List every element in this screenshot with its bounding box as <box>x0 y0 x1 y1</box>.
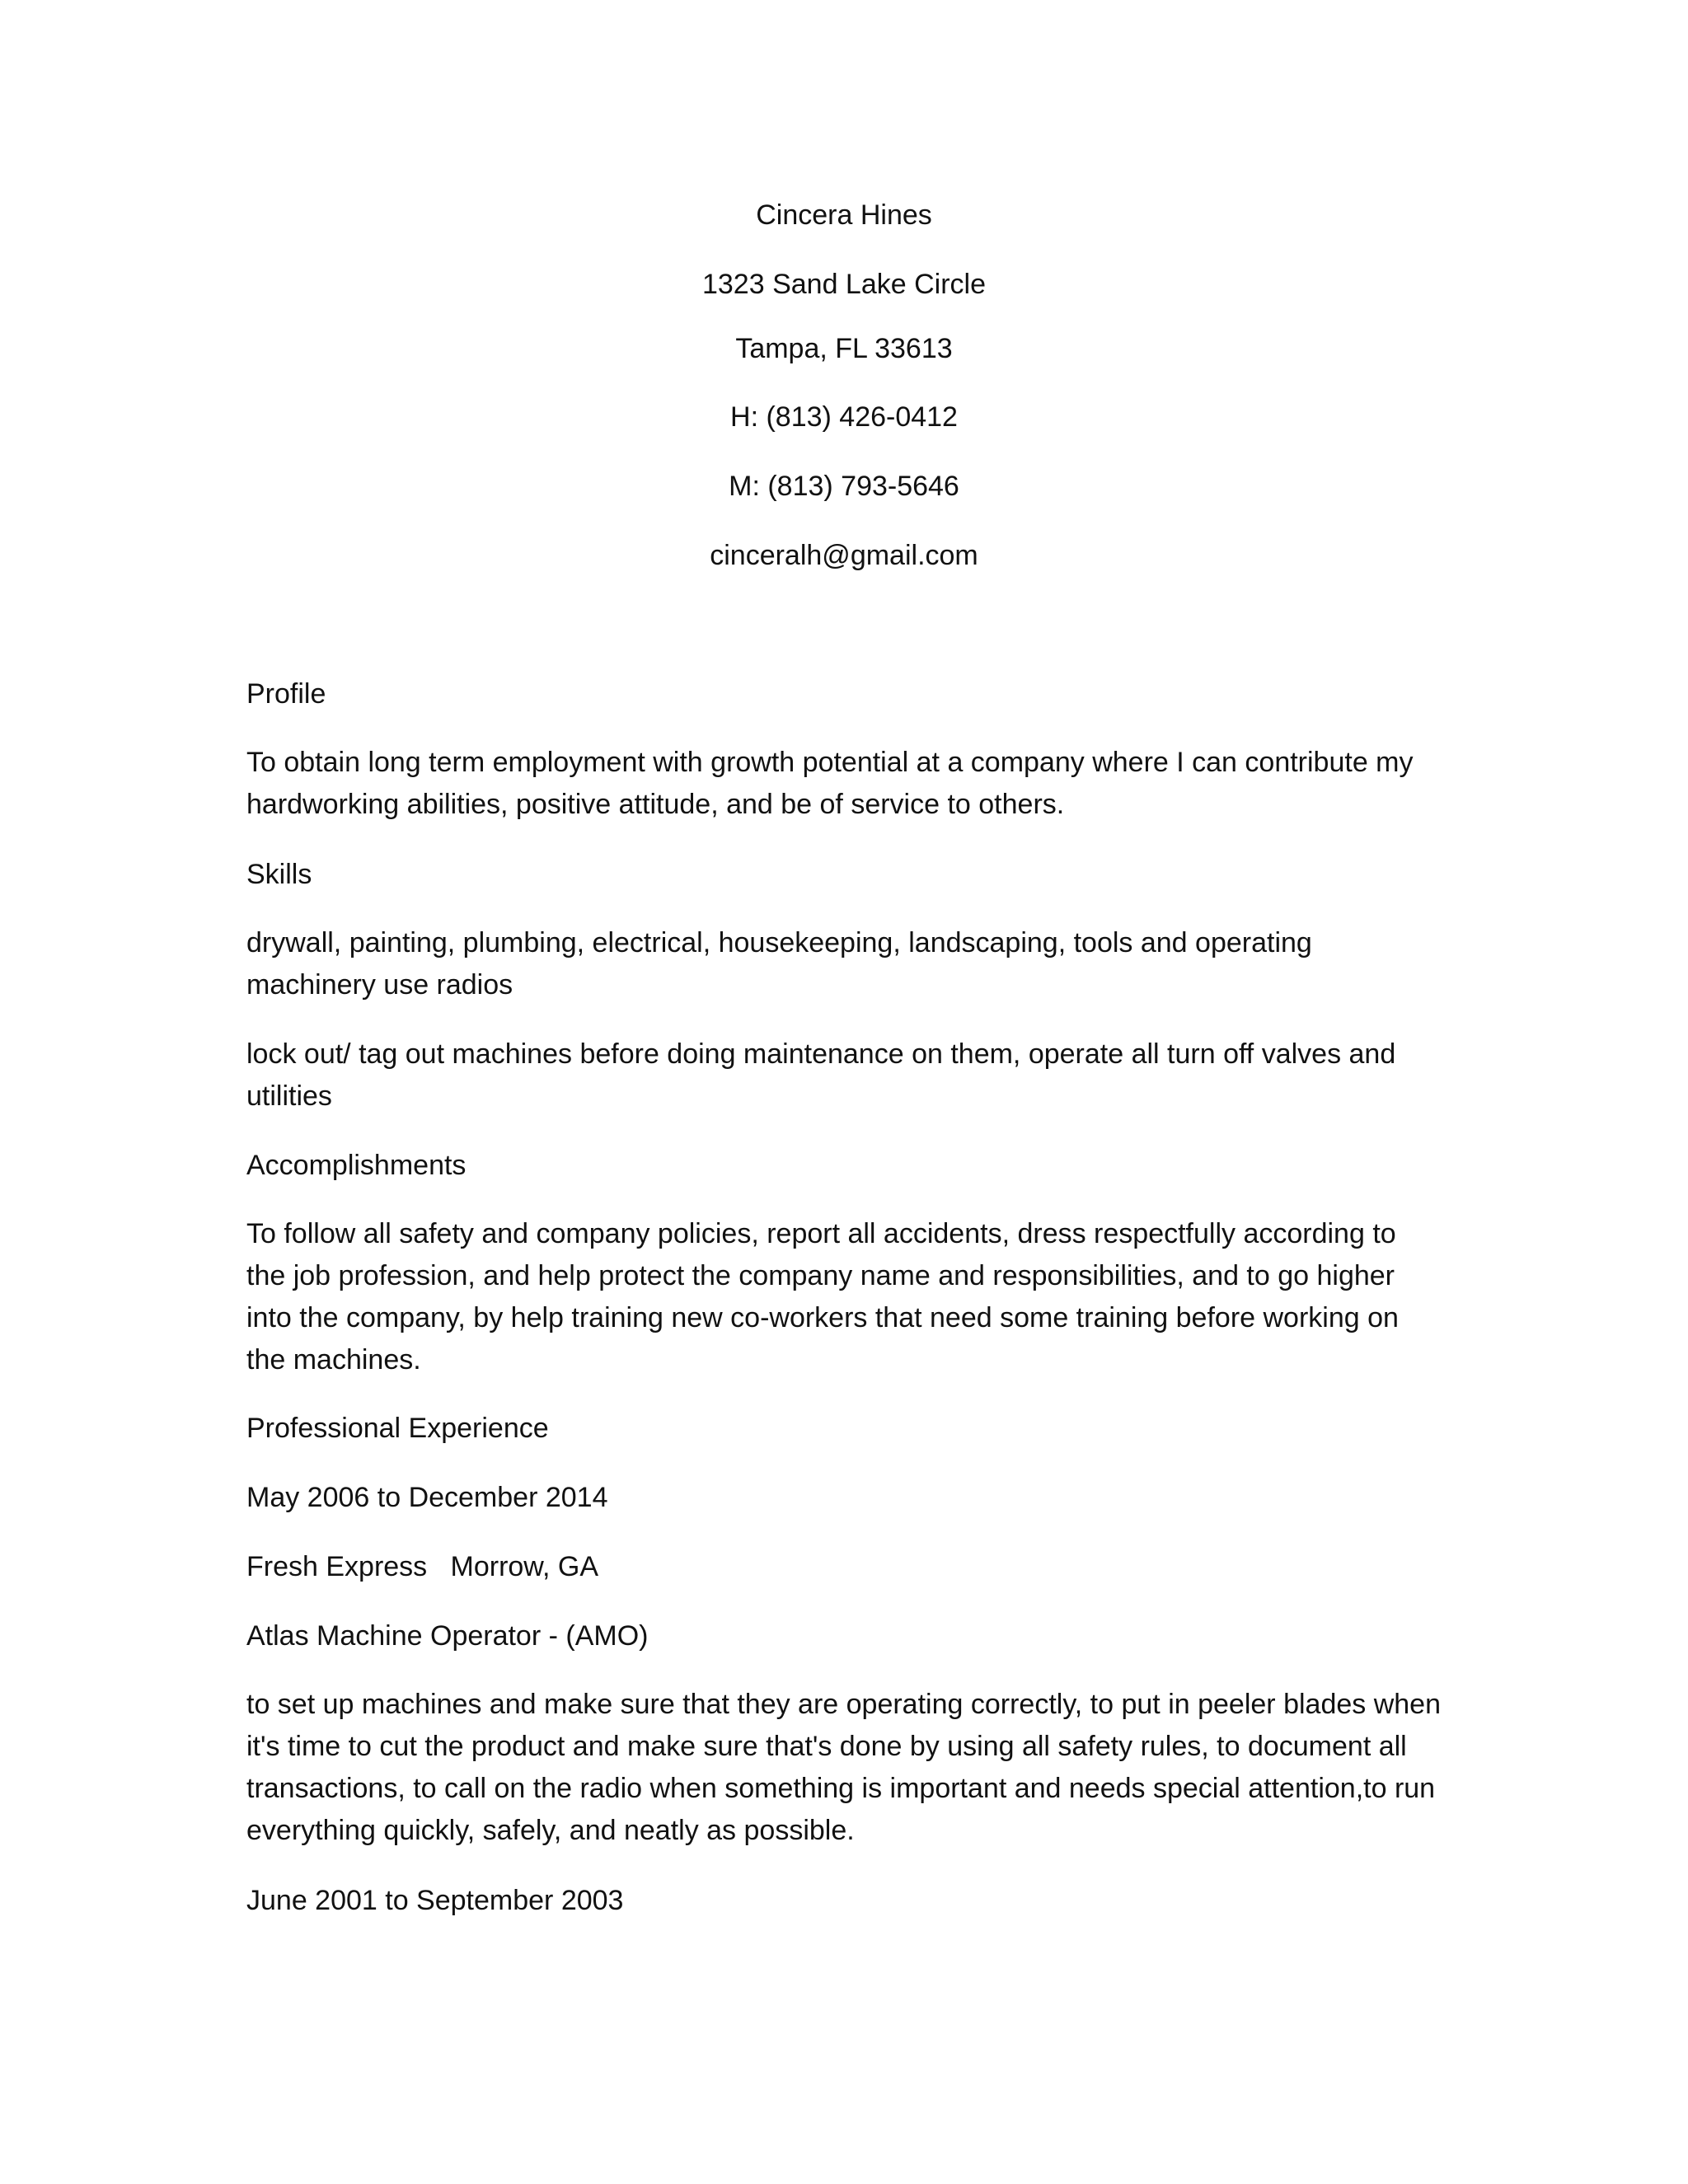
skills-item: lock out/ tag out machines before doing maintenance on them, operate all turn off valves and utilities <box>246 1038 1396 1112</box>
job-description: to set up machines and make sure that they are operating correctly, to put in peeler blades when it's time to cut the product and make sure that's done by using all safety rules, to document all transactions, to call on the radio when something is important and needs special attention,to run everything quickly, safely, and neatly as possible. <box>246 1689 1441 1846</box>
job-employer: Fresh Express Morrow, GA <box>246 1551 598 1582</box>
contact-name: Cincera Hines <box>756 199 932 231</box>
skills-heading: Skills <box>246 859 312 890</box>
experience-heading: Professional Experience <box>246 1413 549 1444</box>
skills-item: drywall, painting, plumbing, electrical, housekeeping, landscaping, tools and operating machinery use radios <box>246 927 1312 1001</box>
profile-heading: Profile <box>246 678 326 710</box>
contact-city: Tampa, FL 33613 <box>735 333 953 364</box>
job-dates: June 2001 to September 2003 <box>246 1885 624 1916</box>
contact-street: 1323 Sand Lake Circle <box>701 269 986 300</box>
job-dates: May 2006 to December 2014 <box>246 1482 608 1513</box>
contact-home-phone: H: (813) 426-0412 <box>730 401 958 433</box>
job-title: Atlas Machine Operator - (AMO) <box>246 1620 649 1652</box>
accomplishments-text: To follow all safety and company policies, report all accidents, dress respectfully according to the job profession, and help protect the company name and responsibilities, and to go higher into the company, by help training new co-workers that need some training before working on the machines. <box>246 1218 1399 1376</box>
contact-mobile-phone: M: (813) 793-5646 <box>729 471 959 502</box>
contact-email: cinceralh@gmail.com <box>710 540 978 571</box>
accomplishments-heading: Accomplishments <box>246 1150 467 1181</box>
profile-text: To obtain long term employment with growth potential at a company where I can contribute my hardworking abilities, positive attitude, and be of service to others. <box>246 747 1414 820</box>
